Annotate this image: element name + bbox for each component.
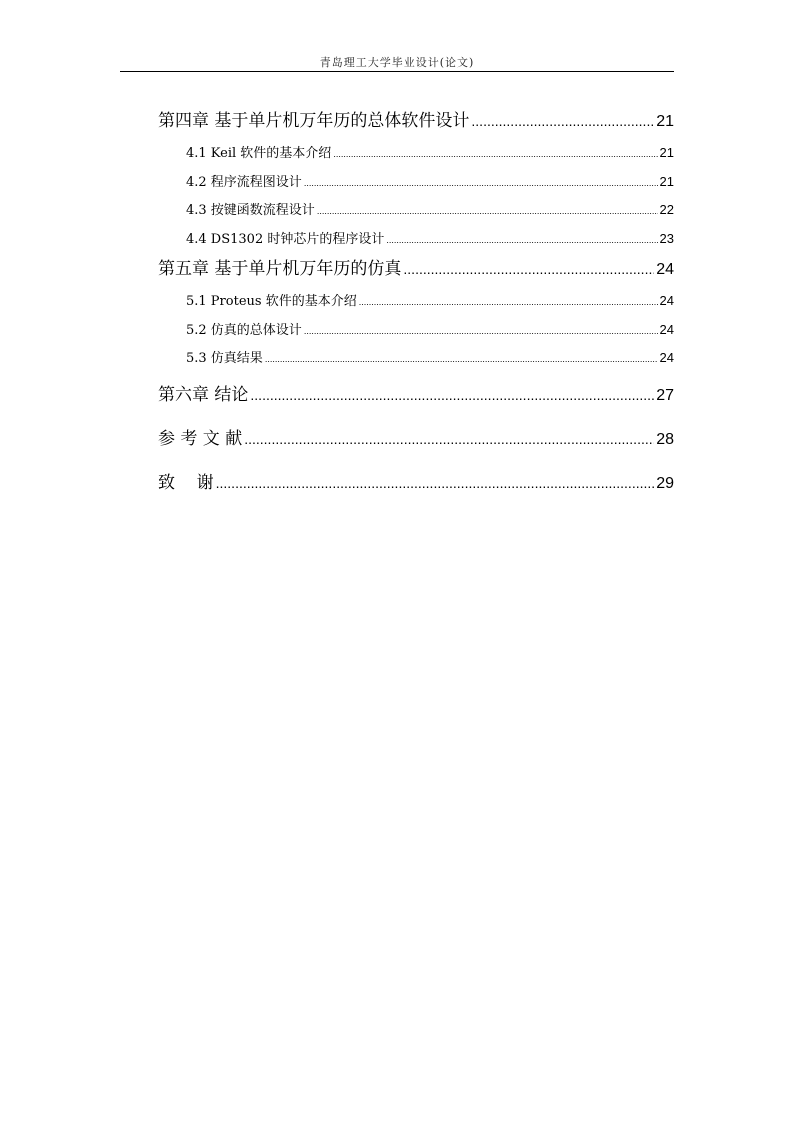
toc-entry-chapter-4[interactable]: [158, 107, 674, 135]
toc-dot-leader: [386, 226, 657, 255]
toc-entry-page: 24: [659, 293, 674, 308]
toc-dot-leader: [304, 317, 658, 346]
table-of-contents: [158, 107, 674, 497]
toc-entry-acknowledgements[interactable]: [158, 469, 674, 497]
toc-entry-page: 21: [656, 113, 674, 130]
toc-entry-chapter-5[interactable]: [158, 255, 674, 283]
toc-entry-page: 27: [656, 386, 674, 404]
toc-entry-label: 5.2 仿真的总体设计: [186, 322, 302, 338]
toc-entry-label: 4.4 DS1302 时钟芯片的程序设计: [186, 231, 385, 247]
toc-entry-label: 参 考 文 献: [158, 428, 243, 449]
toc-entry-page: 22: [659, 202, 674, 217]
toc-entry-section-4-2[interactable]: [158, 168, 674, 197]
toc-entry-section-5-1[interactable]: [158, 287, 674, 316]
toc-entry-page: 23: [659, 230, 674, 246]
toc-entry-label: 第六章 结论: [158, 384, 249, 405]
toc-dot-leader: [304, 169, 658, 198]
toc-dot-leader: [403, 255, 654, 283]
toc-entry-label: 5.1 Proteus 软件的基本介绍: [186, 294, 357, 309]
toc-entry-chapter-6[interactable]: [158, 381, 674, 409]
toc-entry-page: 21: [659, 145, 674, 160]
toc-entry-label: 4.1 Keil 软件的基本介绍: [186, 146, 332, 161]
toc-entry-section-5-2[interactable]: [158, 316, 674, 345]
toc-entry-label: 4.2 程序流程图设计: [186, 174, 302, 190]
toc-entry-page: 29: [656, 474, 674, 492]
toc-entry-page: 28: [656, 430, 674, 448]
toc-entry-label: 第四章 基于单片机万年历的总体软件设计: [158, 111, 470, 131]
toc-dot-leader: [317, 197, 658, 226]
toc-dot-leader: [244, 425, 654, 453]
toc-dot-leader: [471, 107, 654, 135]
header-rule: [120, 71, 674, 72]
toc-entry-section-4-1[interactable]: [158, 139, 674, 168]
toc-entry-references[interactable]: [158, 425, 674, 453]
toc-entry-page: 24: [659, 350, 674, 365]
toc-dot-leader: [250, 381, 654, 409]
toc-entry-page: 24: [656, 261, 674, 278]
toc-dot-leader: [359, 288, 658, 317]
toc-entry-page: 21: [659, 173, 674, 189]
toc-entry-label: 第五章 基于单片机万年历的仿真: [158, 259, 402, 279]
page-header-title: 青岛理工大学毕业设计(论文): [319, 56, 475, 69]
toc-entry-section-4-3[interactable]: [158, 196, 674, 225]
toc-entry-section-4-4[interactable]: [158, 225, 674, 254]
toc-dot-leader: [265, 345, 658, 374]
toc-dot-leader: [216, 469, 655, 497]
toc-entry-page: 24: [659, 321, 674, 337]
toc-entry-label: 4.3 按键函数流程设计: [186, 203, 315, 218]
toc-entry-label: 致 谢: [158, 472, 214, 493]
toc-entry-label: 5.3 仿真结果: [186, 351, 263, 366]
toc-dot-leader: [333, 140, 657, 169]
toc-entry-section-5-3[interactable]: [158, 344, 674, 373]
